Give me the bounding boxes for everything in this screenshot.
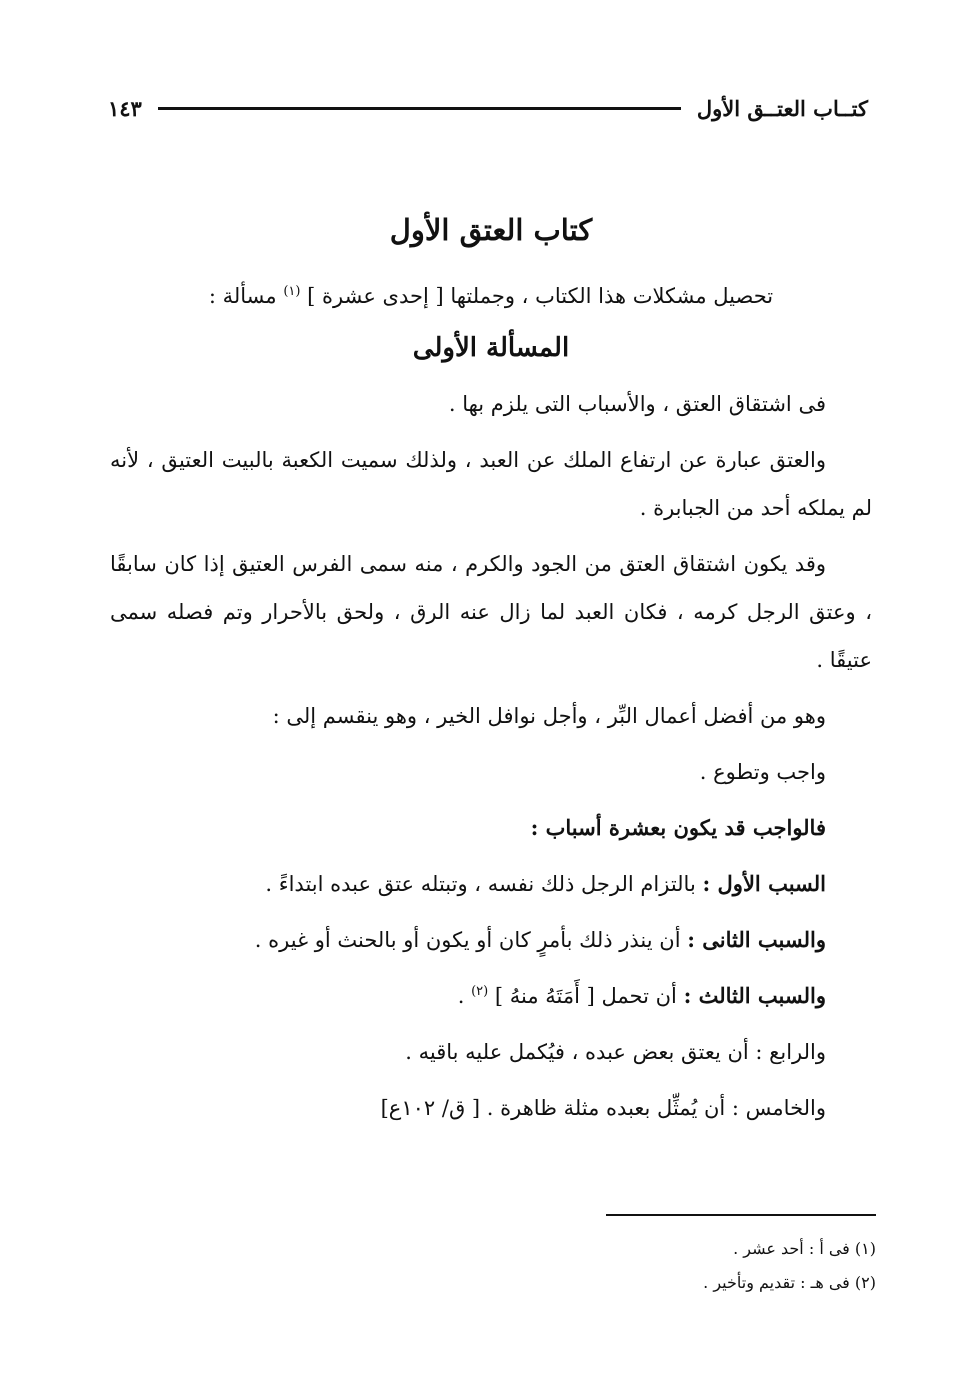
cause-5: والخامس : أن يُمثِّل بعبده مثلة ظاهرة . [ ق/ ١٠٢ع] <box>380 1096 826 1120</box>
page-number: ١٤٣ <box>108 95 142 121</box>
footnote-2: (٢) فى هـ : تقديم وتأخير . <box>703 1273 876 1292</box>
main-text <box>110 208 872 1140</box>
intro-line <box>110 276 872 316</box>
footnote-marker-2[interactable]: (٢) <box>471 984 489 999</box>
header-rule <box>158 107 681 110</box>
cause-2-lead: والسبب الثانى : <box>687 927 826 952</box>
cause-3-end: . <box>457 984 472 1008</box>
footnote-rule <box>606 1214 876 1216</box>
paragraph-4: وهو من أفضل أعمال البِّر ، وأجل نوافل الخير ، وهو ينقسم إلى : <box>272 704 826 728</box>
cause-1-text: بالتزام الرجل ذلك نفسه ، وتبتله عتق عبده ابتداءً . <box>265 872 703 896</box>
paragraph-2: والعتق عبارة عن ارتفاع الملك عن العبد ، ولذلك سميت الكعبة بالبيت العتيق ، لأنه لم يملكه أحد من الجبابرة . <box>110 448 872 520</box>
intro-text-end: مسألة : <box>208 284 284 308</box>
footnotes <box>376 1232 876 1300</box>
section-title: المسألة الأولى <box>412 333 570 363</box>
cause-2-text: أن ينذر ذلك بأمرٍ كان أو يكون أو بالحنث أو غيره . <box>254 928 688 952</box>
cause-2 <box>110 916 872 964</box>
cause-4: والرابع : أن يعتق بعض عبده ، فيُكمل عليه باقيه . <box>405 1040 826 1064</box>
cause-1 <box>110 860 872 908</box>
paragraph-3: وقد يكون اشتقاق العتق من الجود والكرم ، منه سمى الفرس العتيق إذا كان سابقًا ، وعتق الرجل كرمه ، فكان العبد لما زال عنه الرق ، ولحق بالأحرار وتم فصله سمى عتيقًا . <box>110 552 872 672</box>
footnote-marker-1[interactable]: (١) <box>283 284 301 299</box>
book-title: كتاب العتق الأول <box>389 213 593 247</box>
paragraph-6: فالواجب قد يكون بعشرة أسباب : <box>530 815 826 840</box>
cause-3-lead: والسبب الثالث : <box>683 983 826 1008</box>
paragraph-5: واجب وتطوع . <box>699 760 826 784</box>
cause-3 <box>110 972 872 1020</box>
cause-3-text: أن تحمل [ أَمَتَهُ منهُ ] <box>488 984 684 1008</box>
footnote-1: (١) فى أ : أحد عشر . <box>733 1239 876 1258</box>
paragraph-1: فى اشتقاق العتق ، والأسباب التى يلزم بها . <box>448 392 826 416</box>
running-header-title: كتــاب العتــق الأول <box>696 95 868 121</box>
intro-text: تحصيل مشكلات هذا الكتاب ، وجملتها [ إحدى عشرة ] <box>300 284 774 308</box>
cause-1-lead: السبب الأول : <box>702 871 826 896</box>
running-header <box>108 90 868 126</box>
